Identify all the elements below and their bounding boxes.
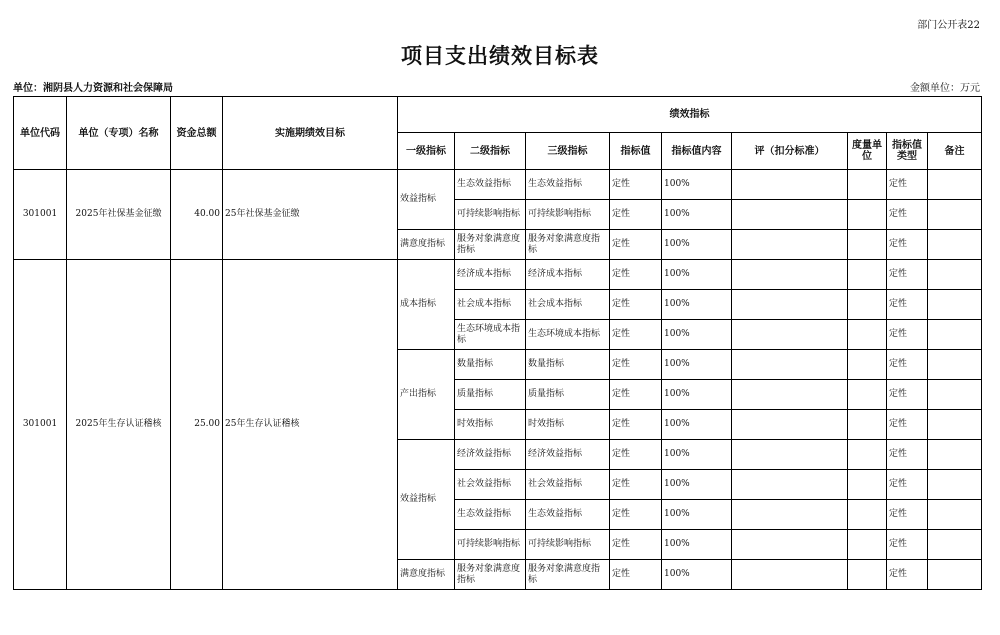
- header-name: 单位（专项）名称: [67, 97, 171, 170]
- value-type-cell: 定性: [887, 560, 928, 590]
- unit-code-cell: 301001: [14, 260, 67, 590]
- measure-unit-cell: [848, 230, 887, 260]
- level2-cell: 社会效益指标: [455, 470, 526, 500]
- level3-cell: 时效指标: [526, 410, 610, 440]
- value-cell: 定性: [610, 530, 662, 560]
- level3-cell: 服务对象满意度指标: [526, 560, 610, 590]
- unit-code-cell: 301001: [14, 170, 67, 260]
- value-type-cell: 定性: [887, 380, 928, 410]
- amount-unit: 金额单位：万元: [910, 83, 980, 94]
- value-content-cell: 100%: [662, 500, 732, 530]
- measure-unit-cell: [848, 500, 887, 530]
- level2-cell: 经济效益指标: [455, 440, 526, 470]
- header-row-1: [14, 97, 982, 133]
- header-level1: 一级指标: [398, 133, 455, 170]
- value-content-cell: 100%: [662, 320, 732, 350]
- value-type-cell: 定性: [887, 230, 928, 260]
- value-content-cell: 100%: [662, 170, 732, 200]
- level2-cell: 社会成本指标: [455, 290, 526, 320]
- value-type-cell: 定性: [887, 320, 928, 350]
- value-type-cell: 定性: [887, 260, 928, 290]
- level3-cell: 社会效益指标: [526, 470, 610, 500]
- level3-cell: 质量指标: [526, 380, 610, 410]
- level2-cell: 可持续影响指标: [455, 530, 526, 560]
- value-cell: 定性: [610, 470, 662, 500]
- header-level3: 三级指标: [526, 133, 610, 170]
- performance-table: [13, 96, 982, 590]
- evaluation-cell: [732, 350, 848, 380]
- value-type-cell: 定性: [887, 470, 928, 500]
- measure-unit-cell: [848, 200, 887, 230]
- value-content-cell: 100%: [662, 530, 732, 560]
- value-type-cell: 定性: [887, 200, 928, 230]
- evaluation-cell: [732, 530, 848, 560]
- level2-cell: 服务对象满意度指标: [455, 560, 526, 590]
- level2-cell: 经济成本指标: [455, 260, 526, 290]
- value-content-cell: 100%: [662, 290, 732, 320]
- measure-unit-cell: [848, 290, 887, 320]
- value-content-cell: 100%: [662, 470, 732, 500]
- value-content-cell: 100%: [662, 350, 732, 380]
- measure-unit-cell: [848, 560, 887, 590]
- measure-unit-cell: [848, 170, 887, 200]
- level2-cell: 生态环境成本指标: [455, 320, 526, 350]
- evaluation-cell: [732, 290, 848, 320]
- value-cell: 定性: [610, 350, 662, 380]
- value-content-cell: 100%: [662, 260, 732, 290]
- value-content-cell: 100%: [662, 230, 732, 260]
- evaluation-cell: [732, 170, 848, 200]
- level3-cell: 数量指标: [526, 350, 610, 380]
- header-value-content: 指标值内容: [662, 133, 732, 170]
- evaluation-cell: [732, 500, 848, 530]
- table-body: [14, 170, 982, 590]
- value-cell: 定性: [610, 200, 662, 230]
- value-type-cell: 定性: [887, 530, 928, 560]
- level3-cell: 经济效益指标: [526, 440, 610, 470]
- value-cell: 定性: [610, 380, 662, 410]
- measure-unit-cell: [848, 350, 887, 380]
- measure-unit-cell: [848, 470, 887, 500]
- value-cell: 定性: [610, 410, 662, 440]
- remark-cell: [928, 230, 982, 260]
- value-cell: 定性: [610, 320, 662, 350]
- evaluation-cell: [732, 260, 848, 290]
- level3-cell: 经济成本指标: [526, 260, 610, 290]
- value-cell: 定性: [610, 230, 662, 260]
- header-evaluation: 评（扣分标准）: [732, 133, 848, 170]
- value-cell: 定性: [610, 260, 662, 290]
- level1-cell: 满意度指标: [398, 560, 455, 590]
- value-content-cell: 100%: [662, 380, 732, 410]
- measure-unit-cell: [848, 260, 887, 290]
- value-type-cell: 定性: [887, 440, 928, 470]
- header-value: 指标值: [610, 133, 662, 170]
- value-type-cell: 定性: [887, 290, 928, 320]
- level1-cell: 产出指标: [398, 350, 455, 440]
- goal-cell: 25年社保基金征缴: [223, 170, 398, 260]
- value-type-cell: 定性: [887, 350, 928, 380]
- evaluation-cell: [732, 200, 848, 230]
- level3-cell: 生态环境成本指标: [526, 320, 610, 350]
- level2-cell: 可持续影响指标: [455, 200, 526, 230]
- header-amount: 资金总额: [171, 97, 223, 170]
- goal-cell: 25年生存认证稽核: [223, 260, 398, 590]
- value-cell: 定性: [610, 560, 662, 590]
- level3-cell: 生态效益指标: [526, 500, 610, 530]
- evaluation-cell: [732, 560, 848, 590]
- value-cell: 定性: [610, 170, 662, 200]
- value-cell: 定性: [610, 500, 662, 530]
- measure-unit-cell: [848, 440, 887, 470]
- level3-cell: 可持续影响指标: [526, 530, 610, 560]
- form-number: 部门公开表22: [917, 20, 980, 31]
- table-row: [14, 170, 982, 200]
- level2-cell: 质量指标: [455, 380, 526, 410]
- value-content-cell: 100%: [662, 560, 732, 590]
- level3-cell: 生态效益指标: [526, 170, 610, 200]
- value-content-cell: 100%: [662, 410, 732, 440]
- remark-cell: [928, 200, 982, 230]
- level2-cell: 服务对象满意度指标: [455, 230, 526, 260]
- evaluation-cell: [732, 470, 848, 500]
- level1-cell: 满意度指标: [398, 230, 455, 260]
- value-cell: 定性: [610, 440, 662, 470]
- value-content-cell: 100%: [662, 440, 732, 470]
- unit-name: 单位：湘阴县人力资源和社会保障局: [13, 83, 173, 94]
- remark-cell: [928, 560, 982, 590]
- measure-unit-cell: [848, 320, 887, 350]
- measure-unit-cell: [848, 380, 887, 410]
- level3-cell: 可持续影响指标: [526, 200, 610, 230]
- level1-cell: 效益指标: [398, 170, 455, 230]
- header-goal: 实施期绩效目标: [223, 97, 398, 170]
- remark-cell: [928, 530, 982, 560]
- remark-cell: [928, 470, 982, 500]
- header-remark: 备注: [928, 133, 982, 170]
- remark-cell: [928, 440, 982, 470]
- project-name-cell: 2025年生存认证稽核: [67, 260, 171, 590]
- amount-cell: 25.00: [171, 260, 223, 590]
- page-title: 项目支出绩效目标表: [401, 43, 599, 68]
- level1-cell: 效益指标: [398, 440, 455, 560]
- header-measure-unit: 度量单位: [848, 133, 887, 170]
- value-type-cell: 定性: [887, 170, 928, 200]
- remark-cell: [928, 170, 982, 200]
- amount-cell: 40.00: [171, 170, 223, 260]
- remark-cell: [928, 500, 982, 530]
- value-cell: 定性: [610, 290, 662, 320]
- level2-cell: 生态效益指标: [455, 500, 526, 530]
- remark-cell: [928, 410, 982, 440]
- evaluation-cell: [732, 440, 848, 470]
- header-code: 单位代码: [14, 97, 67, 170]
- remark-cell: [928, 350, 982, 380]
- evaluation-cell: [732, 410, 848, 440]
- level2-cell: 数量指标: [455, 350, 526, 380]
- evaluation-cell: [732, 320, 848, 350]
- level2-cell: 时效指标: [455, 410, 526, 440]
- remark-cell: [928, 320, 982, 350]
- remark-cell: [928, 290, 982, 320]
- level3-cell: 服务对象满意度指标: [526, 230, 610, 260]
- remark-cell: [928, 380, 982, 410]
- measure-unit-cell: [848, 530, 887, 560]
- header-value-type: 指标值类型: [887, 133, 928, 170]
- level3-cell: 社会成本指标: [526, 290, 610, 320]
- value-type-cell: 定性: [887, 410, 928, 440]
- evaluation-cell: [732, 380, 848, 410]
- level1-cell: 成本指标: [398, 260, 455, 350]
- remark-cell: [928, 260, 982, 290]
- level2-cell: 生态效益指标: [455, 170, 526, 200]
- table-row: [14, 260, 982, 290]
- header-level2: 二级指标: [455, 133, 526, 170]
- project-name-cell: 2025年社保基金征缴: [67, 170, 171, 260]
- header-performance: 绩效指标: [398, 97, 982, 133]
- evaluation-cell: [732, 230, 848, 260]
- measure-unit-cell: [848, 410, 887, 440]
- value-type-cell: 定性: [887, 500, 928, 530]
- value-content-cell: 100%: [662, 200, 732, 230]
